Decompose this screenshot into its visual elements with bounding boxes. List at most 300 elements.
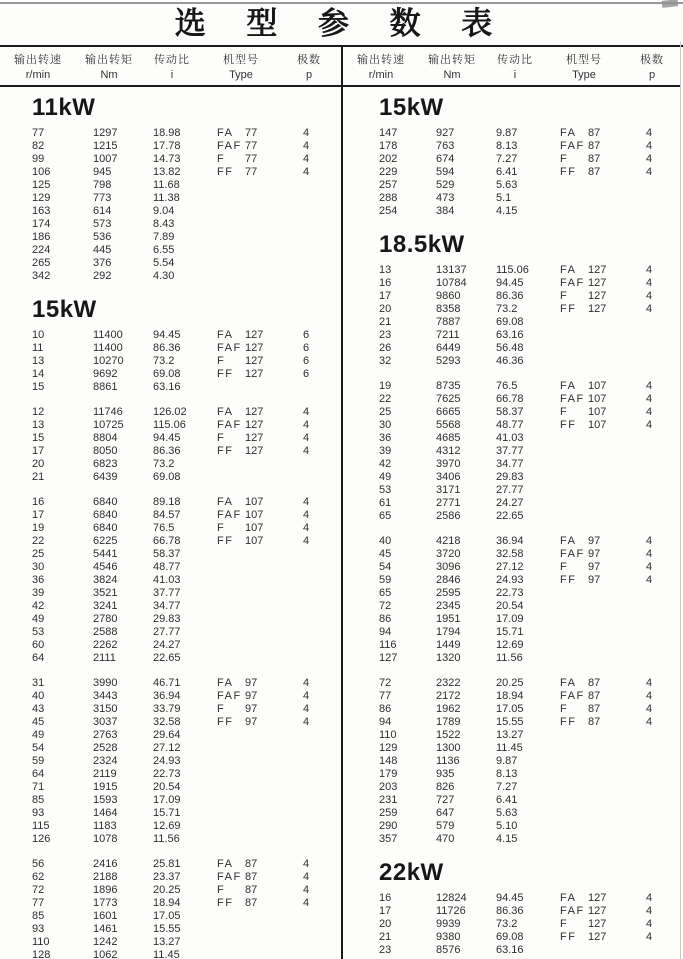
cell-type-name: FA — [217, 677, 234, 689]
cell-output-torque: 6449 — [436, 342, 461, 354]
right-column — [341, 47, 681, 959]
cell-type-size — [588, 794, 634, 807]
cell-ratio: 15.71 — [496, 626, 524, 638]
cell-output-speed: 129 — [32, 192, 51, 204]
table-row — [32, 768, 341, 781]
cell-ratio: 73.2 — [496, 918, 518, 930]
cell-type-name: F — [560, 153, 569, 165]
cell-output-torque: 1593 — [93, 794, 118, 806]
cell-output-torque: 8576 — [436, 944, 461, 956]
table-row — [379, 316, 681, 329]
cell-output-speed: 202 — [379, 153, 398, 165]
cell-output-speed: 45 — [32, 716, 45, 728]
cell-ratio: 13.27 — [153, 936, 181, 948]
cell-ratio: 4.15 — [496, 205, 518, 217]
cell-ratio: 15.71 — [153, 807, 181, 819]
cell-ratio: 11.45 — [153, 949, 180, 959]
cell-poles — [291, 179, 321, 192]
table-row — [379, 755, 681, 768]
cell-type-name — [560, 626, 588, 639]
cell-type-size — [588, 445, 634, 458]
table-row — [379, 179, 681, 192]
table-row — [32, 231, 341, 244]
cell-poles: 4 — [302, 871, 310, 883]
table-row — [379, 380, 681, 393]
table-row — [379, 303, 681, 316]
table-row — [32, 270, 341, 283]
cell-ratio: 15.55 — [496, 716, 524, 728]
table-row — [32, 192, 341, 205]
cell-type-size: 87 — [588, 677, 601, 689]
cell-output-torque: 1007 — [93, 153, 118, 165]
cell-output-speed: 147 — [379, 127, 398, 139]
cell-poles: 4 — [645, 918, 653, 930]
cell-type-size — [245, 626, 291, 639]
cell-poles — [634, 626, 664, 639]
cell-poles — [291, 244, 321, 257]
cell-output-speed: 62 — [32, 871, 45, 883]
cell-output-speed: 85 — [32, 794, 45, 806]
table-row — [379, 510, 681, 523]
cell-type-size — [245, 742, 291, 755]
cell-output-torque: 826 — [436, 781, 455, 793]
table-row — [379, 820, 681, 833]
cell-poles — [634, 729, 664, 742]
column-header-cn: 极数 — [297, 54, 321, 66]
cell-poles — [291, 626, 321, 639]
section-22kw — [379, 860, 681, 957]
cell-poles: 4 — [645, 574, 653, 586]
cell-output-torque: 9692 — [93, 368, 118, 380]
cell-ratio: 11.68 — [153, 179, 180, 191]
cell-type-name — [560, 729, 588, 742]
cell-ratio: 17.09 — [153, 794, 181, 806]
cell-poles — [634, 807, 664, 820]
table-row — [32, 458, 341, 471]
cell-output-speed: 65 — [379, 510, 392, 522]
cell-poles — [291, 270, 321, 283]
cell-poles — [291, 820, 321, 833]
cell-type-name — [217, 781, 245, 794]
column-header-en: Type — [572, 69, 596, 81]
cell-output-torque: 7887 — [436, 316, 461, 328]
cell-type-name — [217, 949, 245, 959]
cell-output-torque: 647 — [436, 807, 455, 819]
cell-ratio: 48.77 — [153, 561, 181, 573]
cell-type-name: FA — [560, 264, 577, 276]
cell-type-name: F — [217, 884, 226, 896]
cell-ratio: 20.25 — [153, 884, 181, 896]
cell-ratio: 63.16 — [153, 381, 181, 393]
cell-ratio: 18.98 — [153, 127, 181, 139]
cell-poles — [634, 484, 664, 497]
table-row — [32, 218, 341, 231]
data-block — [32, 406, 341, 484]
cell-ratio: 4.15 — [496, 833, 518, 845]
cell-ratio: 58.37 — [496, 406, 524, 418]
table-row — [379, 458, 681, 471]
cell-output-torque: 1794 — [436, 626, 461, 638]
table-row — [379, 639, 681, 652]
table-row — [32, 858, 341, 871]
table-header-left — [0, 47, 341, 87]
table-row — [32, 690, 341, 703]
cell-type-name — [560, 458, 588, 471]
cell-ratio: 73.2 — [153, 355, 175, 367]
cell-ratio: 69.08 — [496, 931, 524, 943]
cell-type-name: FAF — [217, 871, 242, 883]
cell-type-size — [245, 833, 291, 846]
cell-type-size: 77 — [245, 153, 258, 165]
cell-type-name: F — [217, 153, 226, 165]
cell-output-speed: 72 — [379, 677, 392, 689]
cell-type-name — [560, 355, 588, 368]
cell-ratio: 41.03 — [496, 432, 524, 444]
table-row — [379, 406, 681, 419]
cell-type-name: F — [560, 290, 569, 302]
cell-output-speed: 16 — [379, 892, 392, 904]
cell-type-size — [245, 949, 291, 959]
column-header-en: p — [305, 69, 313, 81]
table-row — [32, 445, 341, 458]
cell-poles — [634, 742, 664, 755]
cell-poles — [634, 497, 664, 510]
cell-type-name — [217, 231, 245, 244]
cell-type-size — [245, 381, 291, 394]
cell-ratio: 11.56 — [496, 652, 523, 664]
cell-type-size — [588, 179, 634, 192]
cell-poles: 4 — [645, 931, 653, 943]
cell-output-speed: 53 — [379, 484, 392, 496]
title-band — [0, 4, 683, 47]
cell-type-size: 107 — [245, 496, 264, 508]
cell-type-name — [217, 574, 245, 587]
cell-poles — [291, 910, 321, 923]
cell-type-name: FA — [217, 496, 234, 508]
table-row — [32, 205, 341, 218]
cell-output-speed: 129 — [379, 742, 398, 754]
cell-output-torque: 9860 — [436, 290, 461, 302]
cell-type-size: 87 — [588, 716, 601, 728]
cell-poles — [291, 833, 321, 846]
cell-output-torque: 4546 — [93, 561, 118, 573]
cell-type-name — [560, 342, 588, 355]
cell-ratio: 4.30 — [153, 270, 175, 282]
column-header-2 — [142, 51, 202, 81]
cell-output-torque: 536 — [93, 231, 112, 243]
cell-poles — [291, 923, 321, 936]
cell-type-size: 97 — [588, 574, 601, 586]
cell-output-speed: 110 — [379, 729, 397, 741]
table-row — [32, 179, 341, 192]
cell-output-torque: 2345 — [436, 600, 461, 612]
cell-type-size: 97 — [588, 548, 601, 560]
cell-type-name: FA — [560, 892, 577, 904]
cell-type-name: FF — [560, 931, 577, 943]
cell-output-torque: 8358 — [436, 303, 461, 315]
cell-type-size — [588, 342, 634, 355]
cell-output-speed: 61 — [379, 497, 392, 509]
table-row — [379, 626, 681, 639]
table-row — [32, 897, 341, 910]
table-row — [32, 600, 341, 613]
cell-type-size — [245, 729, 291, 742]
table-row — [379, 652, 681, 665]
cell-output-torque: 1320 — [436, 652, 461, 664]
cell-ratio: 6.41 — [496, 794, 518, 806]
cell-output-torque: 12824 — [436, 892, 467, 904]
cell-poles: 4 — [645, 677, 653, 689]
table-row — [379, 742, 681, 755]
cell-output-torque: 473 — [436, 192, 455, 204]
table-row — [32, 419, 341, 432]
cell-output-speed: 257 — [379, 179, 398, 191]
cell-ratio: 32.58 — [496, 548, 524, 560]
section-11kw — [32, 95, 341, 283]
cell-poles: 4 — [645, 690, 653, 702]
cell-output-torque: 5568 — [436, 419, 461, 431]
cell-type-size — [588, 639, 634, 652]
cell-ratio: 86.36 — [496, 290, 524, 302]
cell-output-torque: 6823 — [93, 458, 118, 470]
cell-output-torque: 2780 — [93, 613, 118, 625]
cell-ratio: 66.78 — [153, 535, 181, 547]
cell-type-size: 97 — [245, 677, 258, 689]
cell-output-torque: 763 — [436, 140, 455, 152]
cell-type-size: 127 — [245, 368, 264, 380]
cell-output-speed: 39 — [32, 587, 45, 599]
cell-poles: 6 — [302, 355, 310, 367]
cell-output-torque: 1915 — [93, 781, 118, 793]
cell-type-size: 127 — [245, 419, 264, 431]
cell-type-name: FF — [560, 166, 577, 178]
cell-output-speed: 43 — [32, 703, 45, 715]
cell-output-speed: 36 — [32, 574, 45, 586]
cell-type-name — [560, 179, 588, 192]
cell-output-speed: 42 — [32, 600, 45, 612]
cell-ratio: 32.58 — [153, 716, 181, 728]
cell-output-torque: 2172 — [436, 690, 461, 702]
cell-type-name — [217, 244, 245, 257]
cell-output-torque: 2595 — [436, 587, 461, 599]
cell-type-name: FF — [217, 445, 234, 457]
cell-output-speed: 106 — [32, 166, 51, 178]
cell-type-name — [217, 381, 245, 394]
cell-type-size — [588, 316, 634, 329]
cell-type-size — [245, 231, 291, 244]
cell-ratio: 23.37 — [153, 871, 181, 883]
cell-output-speed: 60 — [32, 639, 45, 651]
cell-output-torque: 573 — [93, 218, 112, 230]
cell-type-size: 77 — [245, 127, 258, 139]
cell-type-name: FF — [217, 166, 234, 178]
cell-poles: 4 — [302, 166, 310, 178]
cell-output-speed: 229 — [379, 166, 398, 178]
cell-ratio: 86.36 — [153, 445, 181, 457]
cell-ratio: 25.81 — [153, 858, 181, 870]
cell-type-size — [245, 574, 291, 587]
cell-type-name: FA — [217, 127, 234, 139]
cell-ratio: 58.37 — [153, 548, 181, 560]
cell-ratio: 17.05 — [496, 703, 524, 715]
table-row — [32, 574, 341, 587]
cell-type-size — [245, 820, 291, 833]
cell-poles: 4 — [645, 393, 653, 405]
column-header-0 — [0, 51, 76, 81]
cell-type-name — [560, 445, 588, 458]
column-header-1 — [419, 51, 485, 81]
cell-type-name: FA — [560, 677, 577, 689]
cell-type-size: 127 — [588, 277, 607, 289]
cell-type-size — [588, 729, 634, 742]
cell-output-speed: 203 — [379, 781, 398, 793]
cell-poles: 6 — [302, 329, 310, 341]
cell-ratio: 7.27 — [496, 153, 518, 165]
cell-output-torque: 292 — [93, 270, 112, 282]
cell-output-torque: 3970 — [436, 458, 461, 470]
column-header-4 — [623, 51, 681, 81]
cell-output-speed: 59 — [32, 755, 45, 767]
column-header-en: Nm — [443, 69, 461, 81]
cell-output-torque: 614 — [93, 205, 112, 217]
cell-poles — [291, 949, 321, 959]
cell-output-torque: 6840 — [93, 522, 118, 534]
cell-output-torque: 2416 — [93, 858, 118, 870]
cell-ratio: 13.82 — [153, 166, 181, 178]
cell-type-name: F — [217, 432, 226, 444]
cell-type-name — [560, 794, 588, 807]
cell-ratio: 46.71 — [153, 677, 181, 689]
cell-type-name — [217, 652, 245, 665]
cell-ratio: 11.45 — [496, 742, 523, 754]
cell-output-torque: 1300 — [436, 742, 461, 754]
cell-type-name — [217, 626, 245, 639]
cell-poles — [291, 205, 321, 218]
cell-type-name — [217, 587, 245, 600]
table-row — [379, 794, 681, 807]
cell-output-speed: 128 — [32, 949, 51, 959]
cell-poles: 4 — [302, 703, 310, 715]
table-row — [32, 949, 341, 959]
cell-output-torque: 13137 — [436, 264, 467, 276]
cell-output-torque: 5441 — [93, 548, 118, 560]
cell-output-speed: 86 — [379, 613, 392, 625]
table-row — [379, 768, 681, 781]
cell-type-name — [560, 652, 588, 665]
cell-type-size: 127 — [245, 432, 264, 444]
cell-ratio: 24.93 — [496, 574, 524, 586]
cell-type-size — [245, 755, 291, 768]
table-row — [32, 509, 341, 522]
cell-output-torque: 1962 — [436, 703, 461, 715]
cell-type-name — [560, 192, 588, 205]
cell-output-speed: 15 — [32, 381, 45, 393]
cell-output-torque: 10784 — [436, 277, 467, 289]
cell-output-speed: 86 — [379, 703, 392, 715]
column-header-cn: 输出转矩 — [85, 54, 133, 66]
column-header-en: i — [170, 69, 174, 81]
cell-type-name: F — [217, 522, 226, 534]
cell-output-torque: 798 — [93, 179, 112, 191]
cell-output-torque: 3037 — [93, 716, 118, 728]
cell-poles: 6 — [302, 342, 310, 354]
cell-output-torque: 1062 — [93, 949, 118, 959]
data-block — [32, 858, 341, 959]
cell-type-name — [560, 600, 588, 613]
table-row — [32, 820, 341, 833]
right-edge-rule — [680, 42, 681, 959]
cell-type-size: 127 — [245, 355, 264, 367]
cell-output-torque: 1297 — [93, 127, 118, 139]
table-row — [32, 381, 341, 394]
cell-output-torque: 470 — [436, 833, 455, 845]
cell-type-size — [588, 329, 634, 342]
cell-type-size — [245, 192, 291, 205]
cell-output-speed: 19 — [379, 380, 392, 392]
cell-ratio: 34.77 — [153, 600, 181, 612]
cell-ratio: 5.54 — [153, 257, 175, 269]
cell-poles: 4 — [302, 153, 310, 165]
table-row — [32, 729, 341, 742]
cell-type-name — [217, 561, 245, 574]
cell-output-speed: 13 — [379, 264, 392, 276]
cell-type-size — [245, 244, 291, 257]
cell-output-torque: 8861 — [93, 381, 118, 393]
cell-type-size — [245, 923, 291, 936]
cell-ratio: 12.69 — [496, 639, 524, 651]
cell-output-torque: 4312 — [436, 445, 461, 457]
cell-type-size — [245, 270, 291, 283]
cell-output-torque: 2528 — [93, 742, 118, 754]
cell-type-size: 97 — [245, 690, 258, 702]
cell-ratio: 73.2 — [153, 458, 175, 470]
cell-output-torque: 11746 — [93, 406, 123, 418]
data-block — [379, 535, 681, 665]
cell-type-name — [560, 613, 588, 626]
cell-output-speed: 16 — [32, 496, 45, 508]
cell-output-torque: 3406 — [436, 471, 461, 483]
cell-type-name — [560, 497, 588, 510]
right-content — [343, 87, 681, 957]
cell-ratio: 24.27 — [153, 639, 181, 651]
cell-output-speed: 64 — [32, 768, 45, 780]
cell-output-torque: 5293 — [436, 355, 461, 367]
cell-output-speed: 49 — [32, 729, 45, 741]
cell-type-name: F — [217, 355, 226, 367]
cell-poles — [634, 833, 664, 846]
cell-output-speed: 115 — [32, 820, 50, 832]
cell-output-torque: 773 — [93, 192, 112, 204]
table-row — [379, 471, 681, 484]
cell-output-torque: 6225 — [93, 535, 118, 547]
cell-output-torque: 2322 — [436, 677, 461, 689]
cell-output-speed: 20 — [379, 918, 392, 930]
cell-type-size: 127 — [245, 342, 264, 354]
cell-ratio: 76.5 — [496, 380, 518, 392]
cell-ratio: 94.45 — [496, 277, 524, 289]
cell-type-size — [245, 257, 291, 270]
cell-poles — [634, 329, 664, 342]
cell-output-torque: 1183 — [93, 820, 117, 832]
table-row — [32, 244, 341, 257]
cell-ratio: 115.06 — [153, 419, 186, 431]
table-row — [32, 884, 341, 897]
cell-ratio: 7.89 — [153, 231, 175, 243]
cell-type-name — [217, 458, 245, 471]
cell-output-torque: 1522 — [436, 729, 461, 741]
cell-output-torque: 1078 — [93, 833, 118, 845]
data-block — [379, 264, 681, 368]
